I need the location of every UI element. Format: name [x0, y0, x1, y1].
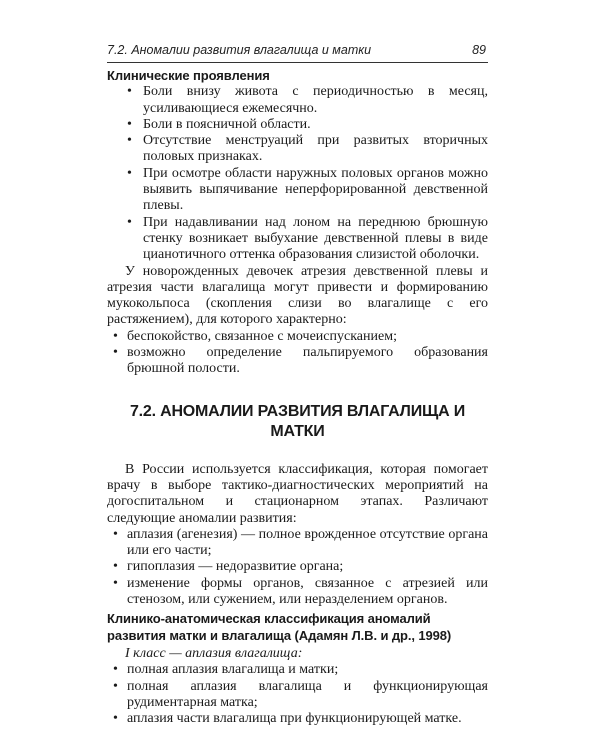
list-item: • беспокойство, связанное с мочеиспусканием;	[113, 328, 397, 344]
bullet-icon: •	[113, 575, 118, 591]
list-item: • аплазия части влагалища при функционирующей матке.	[113, 711, 462, 727]
clinical-heading: Клинические проявления	[107, 68, 270, 83]
bullet-icon: •	[113, 526, 118, 542]
bullet-icon: •	[113, 559, 118, 575]
list-item: • полная аплазия влагалища и функционирующая рудиментарная матка;	[113, 678, 488, 710]
bullet-icon: •	[127, 165, 132, 181]
clinical-list	[107, 84, 488, 263]
list-item: • При осмотре области наружных половых органов можно выявить выпячивание неперфорированной девственной плевы.	[127, 165, 488, 214]
classification-heading	[107, 611, 488, 644]
bullet-icon: •	[113, 328, 118, 344]
bullet-icon: •	[127, 116, 132, 132]
page-number: 89	[472, 43, 486, 57]
bullet-icon: •	[127, 84, 132, 100]
list-item: • Отсутствие менструаций при развитых вторичных половых признаках.	[127, 133, 488, 165]
list-item: • возможно определение пальпируемого образования брюшной полости.	[113, 345, 488, 377]
bullet-icon: •	[113, 345, 118, 361]
classification-heading-line: Клинико-анатомическая классификация аномалий	[107, 611, 431, 627]
section-title: 7.2. АНОМАЛИИ РАЗВИТИЯ ВЛАГАЛИЩА И МАТКИ	[129, 402, 466, 440]
classification-heading-line: развития матки и влагалища (Адамян Л.В. и др., 1998)	[107, 627, 452, 643]
running-title: 7.2. Аномалии развития влагалища и матки	[107, 43, 372, 57]
section-intro: В России используется классификация, которая помогает врачу в выборе тактико-диагностических мероприятий на догоспитальном и стационарном этапах. Различают следующие аномалии развития:	[107, 461, 488, 526]
list-item: • гипоплазия — недоразвитие органа;	[113, 559, 344, 575]
page-content	[107, 66, 488, 727]
header-rule	[107, 62, 488, 63]
bullet-icon: •	[127, 214, 132, 230]
list-item: • При надавливании над лоном на переднюю брюшную стенку возникает выбухание девственной плевы в виде цианотичного оттенка образования слизистой оболочки.	[127, 214, 488, 263]
list-item: • аплазия (агенезия) — полное врожденное отсутствие органа или его части;	[113, 526, 488, 559]
newborn-list	[107, 329, 488, 378]
bullet-icon: •	[113, 678, 118, 694]
class-label: I класс — аплазия влагалища:	[125, 645, 303, 661]
list-item: • Боли внизу живота с периодичностью в месяц, усиливающиеся ежемесячно.	[127, 84, 488, 116]
list-item: • полная аплазия влагалища и матки;	[113, 662, 339, 678]
newborn-paragraph: У новорожденных девочек атрезия девственной плевы и атрезия части влагалища могут привести и формированию мукокольпоса (скопления слизи во влагалище с его растяжением), для которого характерно:	[107, 263, 488, 328]
list-item: • Боли в поясничной области.	[127, 116, 311, 132]
bullet-icon: •	[127, 133, 132, 149]
anomalies-list	[107, 527, 488, 608]
classification-list	[107, 662, 488, 727]
bullet-icon: •	[113, 711, 118, 727]
list-item: • изменение формы органов, связанное с атрезией или стенозом, или сужением, или неразделением органов.	[113, 575, 488, 608]
bullet-icon: •	[113, 662, 118, 678]
